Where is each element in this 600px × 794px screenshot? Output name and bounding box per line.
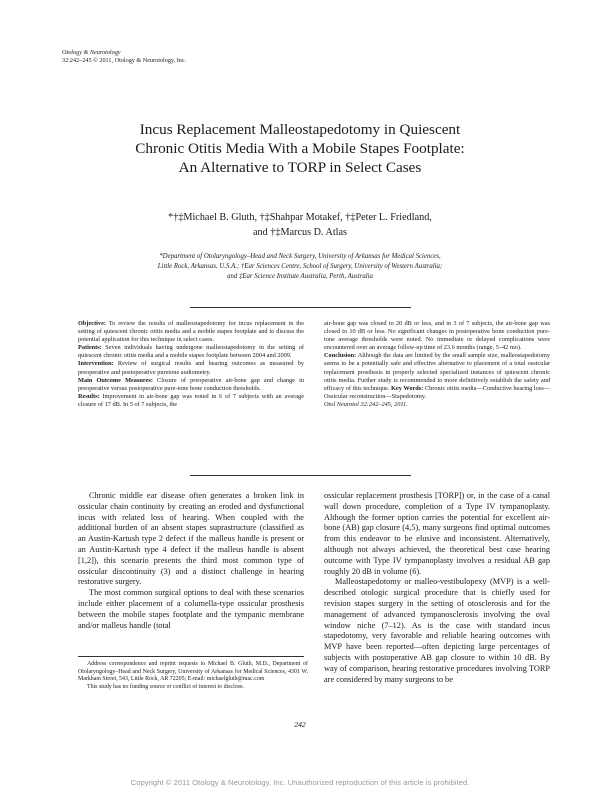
patients-text: Seven individuals having undergone malleostapedotomy in the setting of quiescent chronic otitis media and a mobile stapes footplate between 2004 and 2009. (78, 344, 304, 360)
divider-bottom (190, 475, 411, 476)
journal-name: Otology & Neurotology (62, 49, 121, 56)
keywords-text: Chronic otitis media—Conductive hearing loss—Ossicular reconstruction—Stapedotomy. (324, 384, 550, 400)
body-paragraph: The most common surgical options to deal with these scenarios include either placement of a columella-type ossicular prosthesis between the mobile stapes footplate and the tympanic membrane and/or malleus handle (total (78, 588, 304, 630)
intervention-label: Intervention: (78, 360, 114, 368)
abstract-measures (78, 377, 304, 393)
conclusion-label: Conclusion: (324, 352, 357, 360)
conclusion-text: Although the data are limited by the small sample size, malleostapedotomy seems to be a potentially safe and effective alternative to placement of a total ossicular replacement prosthesis in properly selected specialized instances of quiescent chronic otitis media. Further study is recommended to more definitively establish the safety and efficacy of this technique. (324, 352, 550, 392)
results-label: Results: (78, 392, 100, 400)
divider-top (190, 307, 411, 308)
copyright-notice: Copyright © 2011 Otology & Neurotology, Inc. Unauthorized reproduction of this article is prohibited. (130, 778, 470, 787)
body-right-column (324, 491, 550, 685)
affiliation-line: *Department of Otolaryngology–Head and Neck Surgery, University of Arkansas for Medical Sciences, (159, 253, 441, 260)
measures-text: Closure of preoperative air-bone gap and change in preoperative versus postoperative pure-tone bone conduction thresholds. (78, 376, 304, 392)
author-list (60, 210, 540, 240)
abstract-conclusion (324, 352, 550, 401)
footnote-divider (78, 656, 304, 657)
abstract-patients (78, 344, 304, 360)
abstract-citation-text: Otol Neurotol 32:242–245, 2011. (324, 400, 408, 408)
footnote-address: Address correspondence and reprint requests to Michael B. Gluth, M.D., Department of Otolaryngology–Head and Neck Surgery, University of Arkansas for Medical Sciences, 4301 W. Markham Street, 543, Little Rock, AR 72205; E-mail: michaelgluth@mac.com (78, 661, 308, 683)
authors-line: and †‡Marcus D. Atlas (253, 227, 347, 238)
body-paragraph: Malleostapedotomy or malleo-vestibulopexy (MVP) is a well-described otologic surgical procedure that is chiefly used for revision stapes surgery in the setting of otosclerosis and for the management of advanced tympanosclerosis involving the oval window niche (7–12). As is the case with standard incus stapedotomy, very favorable and reliable hearing outcomes with MVP have been reported—often depicting large percentages of subjects with postoperative AB gap closure to within 10 dB. By way of comparison, hearing restorative procedures involving TORP are considered by many surgeons to be (324, 577, 550, 684)
results-continued: air-bone gap was closed to 20 dB or less, and in 3 of 7 subjects, the air-bone gap was closed to 10 dB or less. No significant changes in postoperative bone conduction pure-tone average thresholds were noted. No immediate or delayed complications were encountered over an average follow-up time of 23.6 months (range, 5–42 mo). (324, 320, 550, 352)
objective-label: Objective: (78, 320, 106, 327)
abstract-objective (78, 320, 304, 344)
footnote (78, 661, 308, 691)
objective-text: To review the results of malleostapedotomy for incus replacement in the setting of quiescent chronic otitis media and a mobile stapes footplate and to discuss the potential application for this technique in select cases. (78, 320, 304, 344)
affiliations (60, 252, 540, 282)
affiliation-line: and ‡Ear Science Institute Australia, Perth, Australia (227, 273, 373, 280)
title-line: Incus Replacement Malleostapedotomy in Quiescent (139, 121, 461, 138)
patients-label: Patients: (78, 344, 102, 352)
body-paragraph: Chronic middle ear disease often generates a broken link in ossicular chain continuity by creating an eroded and dysfunctional incus with related loss of hearing. When coupled with the additional burden of an absent stapes suprastructure (classified as an Austin-Kartush type 2 defect if the malleus handle is present or an Austin-Kartush type 4 defect if the malleus handle is absent [1,2]), this scenario presents the third most common type of ossicular discontinuity (3) and a distinct challenge in hearing restorative surgery. (78, 491, 304, 587)
page-number: 242 (294, 720, 306, 729)
abstract-left-column (78, 320, 304, 409)
measures-label: Main Outcome Measures: (78, 376, 153, 384)
body-left-column (78, 491, 304, 631)
keywords-label: Key Words: (391, 384, 424, 392)
abstract-right-column (324, 320, 550, 409)
article-title (60, 120, 540, 177)
body-paragraph: ossicular replacement prosthesis [TORP]) or, in the case of a canal wall down procedure, completion of a Type IV tympanoplasty. Although the former option carries the potential for excellent air-bone (AB) gap closure (4,5), many surgeons find optimal outcomes from this endeavor to be elusive and inconsistent. Alternatively, although not always achieved, the theoretical best case hearing outcome with Type IV tympanoplasty involves a residual AB gap roughly 20 dB in volume (6). (324, 491, 550, 576)
journal-citation: 32:242–245 © 2011, Otology & Neurotology, Inc. (62, 57, 187, 64)
abstract-results (78, 393, 304, 409)
abstract-intervention (78, 360, 304, 376)
title-line: Chronic Otitis Media With a Mobile Stapes Footplate: (135, 140, 465, 157)
results-text: Improvement in air-bone gap was noted in 6 of 7 subjects with an average closure of 17 dB. In 5 of 7 subjects, the (78, 392, 304, 408)
title-line: An Alternative to TORP in Select Cases (178, 159, 422, 176)
affiliation-line: Little Rock, Arkansas, U.S.A.; †Ear Sciences Centre, School of Surgery, University of Western Australia; (157, 263, 443, 270)
authors-line: *†‡Michael B. Gluth, †‡Shahpar Motakef, †‡Peter L. Friedland, (168, 212, 432, 223)
abstract-citation (324, 401, 550, 409)
intervention-text: Review of surgical results and hearing outcomes as measured by preoperative and postoperative puretone audiometry. (78, 360, 304, 376)
footnote-funding: This study has no funding source or conflict of interest to disclose. (87, 683, 245, 690)
journal-header (62, 49, 186, 65)
